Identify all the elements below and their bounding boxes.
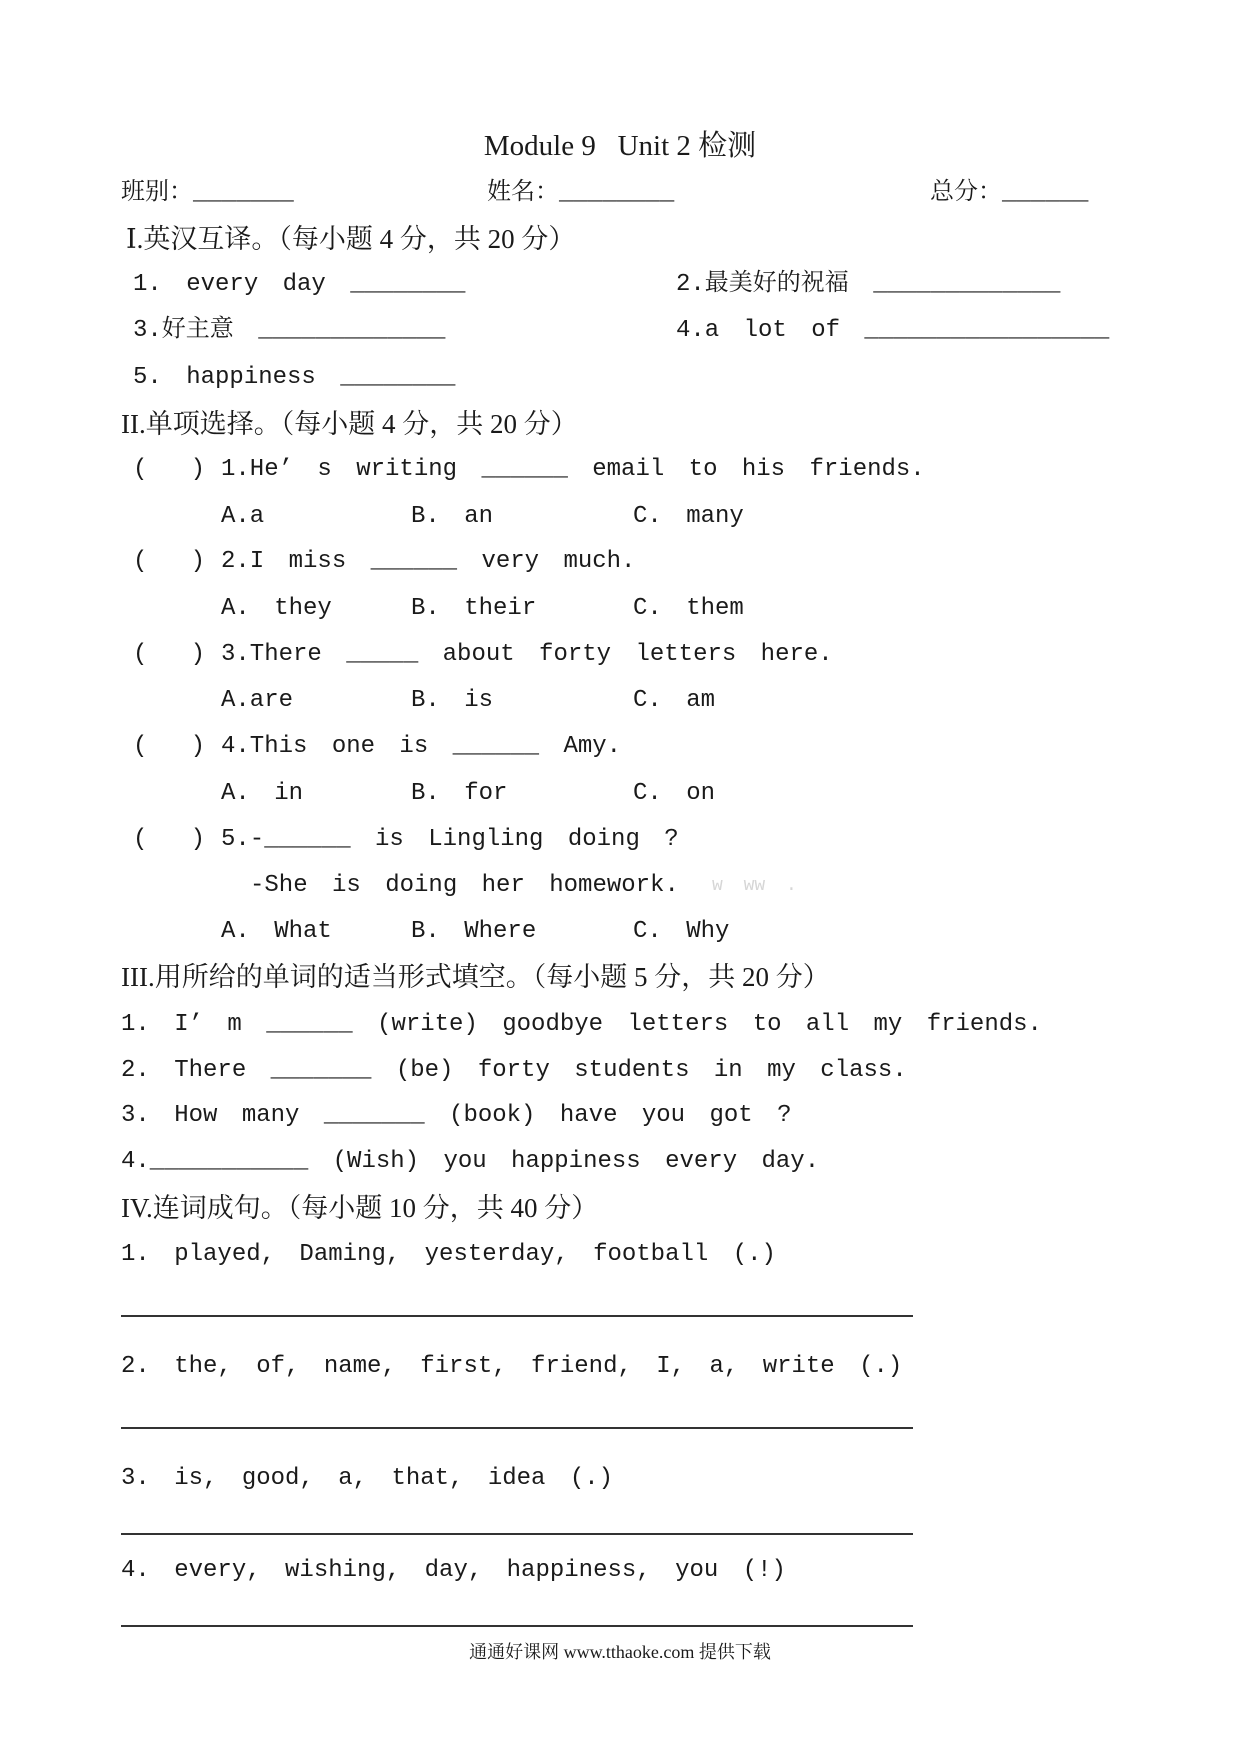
score-field: 总分：______ [930, 180, 1089, 207]
answer-bracket: ( ) [133, 733, 206, 760]
option-a: A. they [221, 595, 332, 622]
option-a: A. in [221, 780, 304, 807]
option-a: A.a [221, 503, 265, 530]
word-order-item: 2. the, of, name, first, friend, I, a, write (.) [121, 1353, 903, 1380]
option-c: C. many [633, 503, 744, 530]
question-text: 5.-______ is Lingling doing ? [221, 826, 679, 853]
option-b: B. their [411, 595, 537, 622]
answer-bracket: ( ) [133, 826, 206, 853]
question-text: 2.I miss ______ very much. [221, 548, 636, 575]
answer-bracket: ( ) [133, 641, 206, 668]
word-order-item: 3. is, good, a, that, idea (.) [121, 1465, 614, 1492]
option-c: C. on [633, 780, 716, 807]
answer-bracket: ( ) [133, 456, 206, 483]
translation-item: 1. every day ________ [133, 271, 466, 298]
option-c: C. am [633, 687, 716, 714]
answer-line [121, 1625, 913, 1627]
section-3-heading: III.用所给的单词的适当形式填空。（每小题 5 分，共 20 分） [121, 962, 830, 992]
option-b: B. Where [411, 918, 537, 945]
translation-item: 3.好主意 _____________ [133, 317, 446, 344]
name-field: 姓名：________ [487, 180, 675, 207]
translation-item: 4.a lot of _________________ [676, 317, 1110, 344]
answer-line [121, 1533, 913, 1535]
class-field: 班别：_______ [121, 180, 294, 207]
option-b: B. for [411, 780, 508, 807]
answer-line [121, 1427, 913, 1429]
option-b: B. is [411, 687, 494, 714]
page-title: Module 9 Unit 2 检测 [483, 130, 757, 162]
fill-blank-item: 1. I’ m ______ (write) goodbye letters to all my friends. [121, 1011, 1042, 1038]
translation-item: 2.最美好的祝福 _____________ [676, 271, 1061, 298]
question-text: 1.He’ s writing ______ email to his friends. [221, 456, 925, 483]
option-c: C. Why [633, 918, 730, 945]
footer-source-note: 通通好课网 www.tthaoke.com 提供下载 [469, 1642, 771, 1662]
section-1-heading: Ⅰ.英汉互译。（每小题 4 分，共 20 分） [126, 224, 576, 254]
option-a: A.are [221, 687, 294, 714]
word-order-item: 4. every, wishing, day, happiness, you (!) [121, 1557, 786, 1584]
section-2-heading: II.单项选择。（每小题 4 分，共 20 分） [121, 409, 578, 439]
section-4-heading: IV.连词成句。（每小题 10 分，共 40 分） [121, 1193, 599, 1223]
answer-bracket: ( ) [133, 548, 206, 575]
option-b: B. an [411, 503, 494, 530]
dialogue-reply: -She is doing her homework. [250, 872, 679, 899]
answer-line [121, 1315, 913, 1317]
fill-blank-item: 4.___________ (Wish) you happiness every day. [121, 1148, 820, 1175]
option-a: A. What [221, 918, 332, 945]
watermark-text: w ww . [712, 876, 797, 896]
translation-item: 5. happiness ________ [133, 364, 456, 391]
question-text: 3.There _____ about forty letters here. [221, 641, 833, 668]
word-order-item: 1. played, Daming, yesterday, football (.) [121, 1241, 776, 1268]
option-c: C. them [633, 595, 744, 622]
fill-blank-item: 3. How many _______ (book) have you got ? [121, 1102, 792, 1129]
question-text: 4.This one is ______ Amy. [221, 733, 622, 760]
fill-blank-item: 2. There _______ (be) forty students in my class. [121, 1057, 907, 1084]
